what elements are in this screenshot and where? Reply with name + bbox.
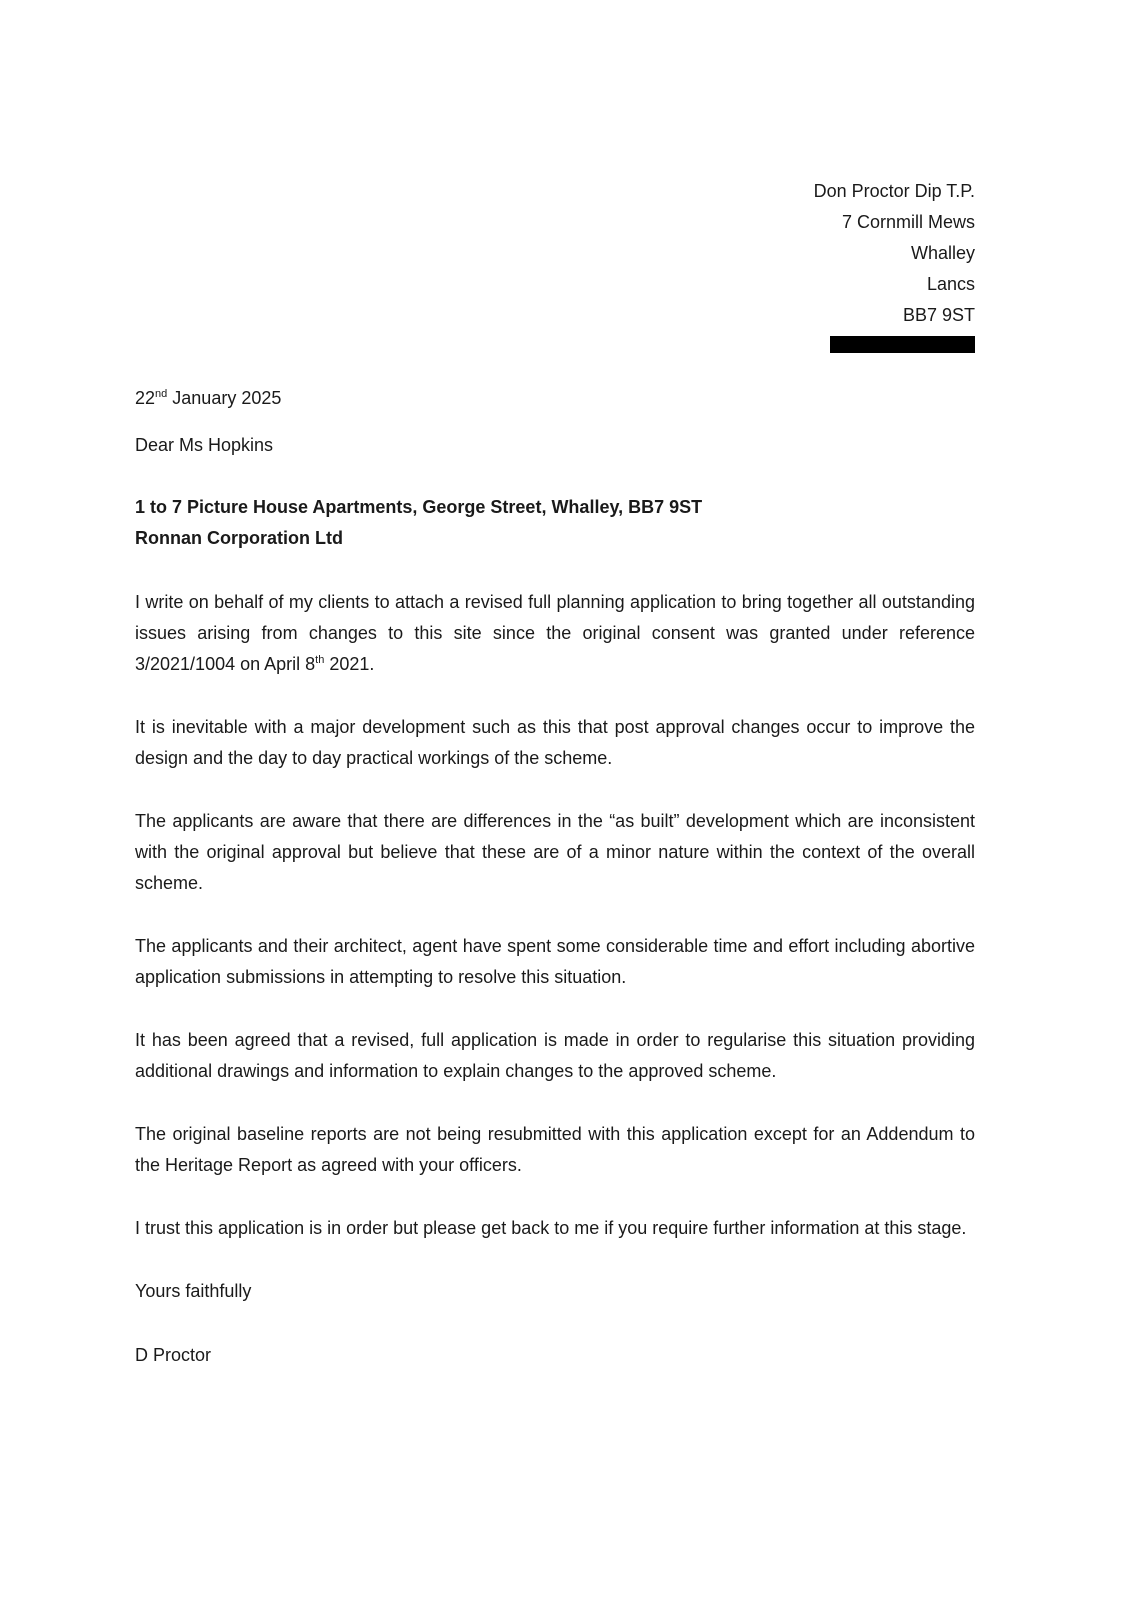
sender-address-block [135, 176, 975, 363]
redaction-bar [830, 336, 975, 353]
paragraph-7: I trust this application is in order but please get back to me if you require further information at this stage. [135, 1218, 967, 1238]
sender-address-line-1: 7 Cornmill Mews [841, 212, 975, 232]
letter-date [135, 383, 975, 414]
paragraph-2: It is inevitable with a major development such as this that post approval changes occur to improve the design and the day to day practical workings of the scheme. [135, 717, 975, 768]
subject-line-2: Ronnan Corporation Ltd [135, 528, 343, 548]
paragraph-5: It has been agreed that a revised, full application is made in order to regularise this situation providing additional drawings and information to explain changes to the approved scheme. [135, 1030, 975, 1081]
paragraph-1-text: I write on behalf of my clients to attach a revised full planning application to bring together all outstanding issues arising from changes to this site since the original consent was granted under reference 3/2021/1004 on April 8 [135, 592, 975, 674]
sender-address-line-3: Lancs [926, 274, 975, 294]
sender-postcode: BB7 9ST [902, 305, 975, 325]
subject-line-1: 1 to 7 Picture House Apartments, George Street, Whalley, BB7 9ST [135, 497, 703, 517]
sender-address-line-2: Whalley [910, 243, 975, 263]
date-day: 22 [135, 388, 156, 408]
date-ordinal: nd [155, 388, 168, 400]
paragraph-1-ordinal: th [315, 654, 325, 666]
sender-name: Don Proctor Dip T.P. [813, 181, 975, 201]
closing: Yours faithfully [135, 1281, 252, 1301]
paragraph-6: The original baseline reports are not being resubmitted with this application except for an Addendum to the Heritage Report as agreed with your officers. [135, 1124, 975, 1175]
salutation: Dear Ms Hopkins [135, 435, 274, 455]
paragraph-1 [135, 587, 975, 680]
paragraph-4: The applicants and their architect, agent have spent some considerable time and effort including abortive application submissions in attempting to resolve this situation. [135, 936, 975, 987]
paragraph-3: The applicants are aware that there are differences in the “as built” development which are inconsistent with the original approval but believe that these are of a minor nature within the context of the overall scheme. [135, 811, 975, 893]
signature: D Proctor [135, 1345, 212, 1365]
date-rest: January 2025 [167, 388, 282, 408]
paragraph-1-tail: 2021. [324, 654, 375, 674]
subject-block [135, 492, 975, 554]
